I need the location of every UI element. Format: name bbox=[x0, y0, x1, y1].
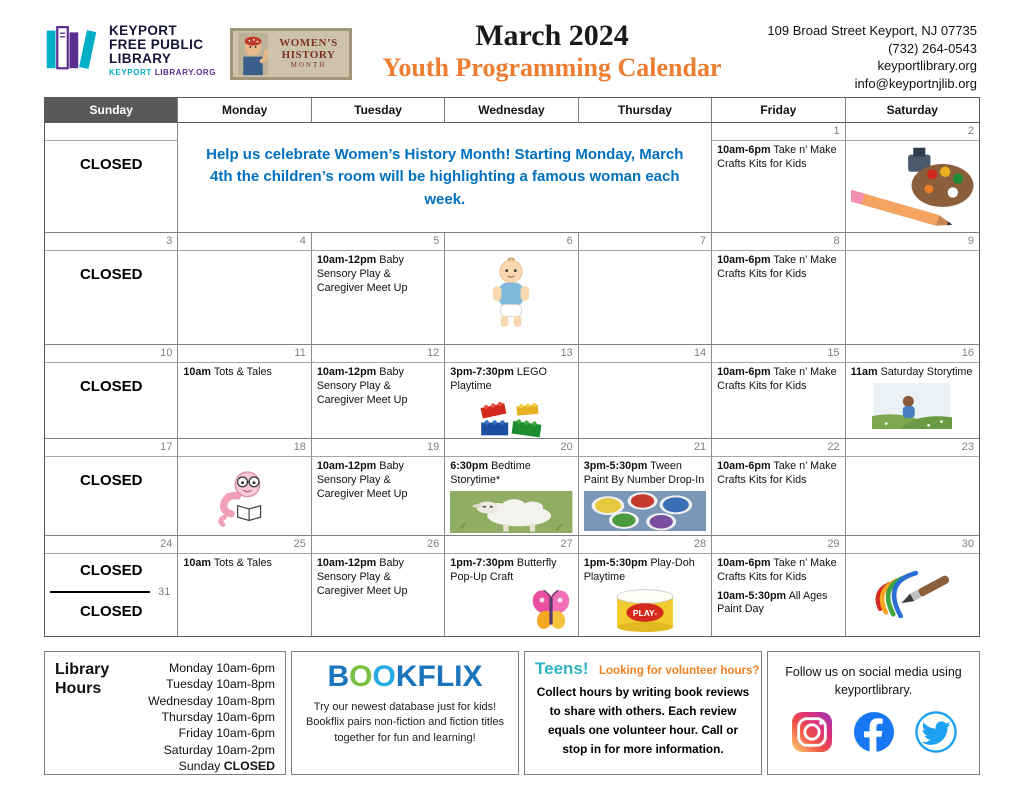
cell-event-take-make-paint-day bbox=[712, 554, 845, 636]
event-tots-tales: 10am Tots & Tales bbox=[183, 366, 272, 378]
closed-label: CLOSED bbox=[79, 378, 143, 395]
day-header-monday: Monday bbox=[178, 98, 311, 123]
closed-label: CLOSED bbox=[79, 156, 143, 173]
cell-event-baby-sensory bbox=[312, 554, 445, 636]
date-number: 30 bbox=[846, 536, 979, 554]
day-header-tuesday: Tuesday bbox=[312, 98, 445, 123]
teens-subtitle: Looking for volunteer hours? bbox=[599, 665, 760, 677]
contact-email: info@keyportnjlib.org bbox=[854, 75, 977, 91]
date-number: 16 bbox=[846, 345, 979, 363]
event-take-make: 10am-6pm Take n’ Make Crafts Kits for Kids bbox=[717, 254, 837, 280]
event-lego-playtime: 3pm-7:30pm LEGO Playtime bbox=[450, 366, 547, 392]
cell-closed-split-31 bbox=[45, 554, 178, 636]
cell-baby-image bbox=[445, 251, 578, 345]
cell-event-take-make bbox=[712, 141, 845, 233]
contact-website: keyportlibrary.org bbox=[877, 58, 977, 74]
svg-text:PLAY-: PLAY- bbox=[632, 607, 657, 618]
page-title: March 2024 bbox=[475, 19, 629, 52]
library-hours-list bbox=[125, 660, 275, 774]
week-row-2 bbox=[45, 233, 979, 345]
cell-empty bbox=[846, 251, 979, 345]
social-text: Follow us on social media using keyportlibrary. bbox=[785, 665, 962, 697]
paintbrush-icon bbox=[868, 560, 956, 618]
event-bedtime-storytime: 6:30pm Bedtime Storytime* bbox=[450, 460, 531, 486]
cell-empty bbox=[178, 251, 311, 345]
cell-event-take-make bbox=[712, 251, 845, 345]
event-take-make: 10am-6pm Take n’ Make Crafts Kits for Kids bbox=[717, 460, 837, 486]
hours-wednesday: Wednesday 10am-8pm bbox=[148, 693, 275, 708]
date-divider bbox=[50, 585, 170, 599]
week-row-3 bbox=[45, 345, 979, 439]
week-row-1 bbox=[45, 123, 979, 233]
cell-event-baby-sensory bbox=[312, 251, 445, 345]
date-number: 22 bbox=[712, 439, 845, 457]
hours-thursday: Thursday 10am-6pm bbox=[161, 710, 275, 725]
cell-event-take-make bbox=[712, 363, 845, 439]
closed-label: CLOSED bbox=[79, 472, 143, 489]
event-baby-sensory: 10am-12pm Baby Sensory Play & Caregiver Meet Up bbox=[316, 460, 408, 500]
facebook-icon bbox=[853, 711, 895, 753]
date-number: 17 bbox=[45, 439, 178, 457]
day-header-sunday: Sunday bbox=[45, 98, 178, 123]
event-butterfly-craft: 1pm-7:30pm Butterfly Pop-Up Craft bbox=[450, 557, 557, 583]
page-header bbox=[0, 0, 1024, 97]
cell-event-baby-sensory bbox=[312, 457, 445, 536]
date-number: 28 bbox=[579, 536, 712, 554]
storytime-kid-icon bbox=[872, 383, 952, 429]
instagram-icon bbox=[791, 711, 833, 753]
cell-closed bbox=[45, 363, 178, 439]
date-number: 13 bbox=[445, 345, 578, 363]
cell-art-supplies bbox=[846, 141, 979, 233]
event-playdoh: 1pm-5:30pm Play-Doh Playtime bbox=[583, 557, 695, 583]
contact-phone: (732) 264-0543 bbox=[888, 40, 977, 56]
cell-event-bedtime-storytime bbox=[445, 457, 578, 536]
cell-event-tween-paint bbox=[579, 457, 712, 536]
library-url bbox=[109, 69, 216, 77]
date-number: 29 bbox=[712, 536, 845, 554]
date-number: 19 bbox=[312, 439, 445, 457]
day-header-wednesday: Wednesday bbox=[445, 98, 578, 123]
library-name-line1: KEYPORT bbox=[109, 23, 178, 38]
bookworm-icon bbox=[213, 463, 277, 527]
day-header-thursday: Thursday bbox=[579, 98, 712, 123]
date-number: 9 bbox=[846, 233, 979, 251]
day-header-saturday: Saturday bbox=[846, 98, 979, 123]
cell-event-take-make bbox=[712, 457, 845, 536]
hours-sunday: Sunday CLOSED bbox=[178, 759, 275, 774]
date-number: 20 bbox=[445, 439, 578, 457]
bookflix-box bbox=[291, 651, 519, 775]
closed-label: CLOSED bbox=[79, 603, 143, 621]
hours-friday: Friday 10am-6pm bbox=[178, 726, 275, 741]
teens-box bbox=[524, 651, 762, 775]
whm-line2: HISTORY bbox=[281, 48, 336, 61]
event-tween-paint: 3pm-5:30pm Tween Paint By Number Drop-In bbox=[583, 460, 705, 486]
library-hours-title: Library Hours bbox=[55, 661, 110, 698]
bookflix-description: Try our newest database just for kids! Bookflix pairs non-fiction and fiction titles together for fun and learning! bbox=[305, 701, 505, 744]
cell-event-lego bbox=[445, 363, 578, 439]
date-number: 6 bbox=[445, 233, 578, 251]
cell-event-saturday-storytime bbox=[846, 363, 979, 439]
playdoh-tub-icon bbox=[611, 588, 679, 632]
date-number bbox=[45, 123, 178, 141]
cell-empty bbox=[846, 457, 979, 536]
hours-monday: Monday 10am-6pm bbox=[169, 661, 275, 675]
library-logo bbox=[45, 24, 216, 77]
date-number-31: 31 bbox=[158, 586, 171, 599]
footer bbox=[44, 651, 980, 775]
cell-empty bbox=[579, 363, 712, 439]
art-supplies-icon bbox=[851, 146, 979, 232]
cell-event-tots-tales bbox=[178, 363, 311, 439]
date-number: 1 bbox=[712, 123, 845, 141]
announcement-womens-history: Help us celebrate Women’s History Month! Starting Monday, March 4th the children’s room will be highlighting a famous woman each week. bbox=[178, 123, 712, 233]
hours-saturday: Saturday 10am-2pm bbox=[163, 742, 275, 757]
event-take-make: 10am-6pm Take n’ Make Crafts Kits for Kids bbox=[717, 366, 837, 392]
teens-title: Teens! bbox=[535, 659, 589, 678]
date-number: 26 bbox=[312, 536, 445, 554]
day-header-row bbox=[45, 98, 979, 123]
closed-label: CLOSED bbox=[79, 562, 143, 579]
womens-history-month-badge bbox=[230, 28, 352, 80]
books-icon bbox=[45, 24, 101, 74]
date-number: 11 bbox=[178, 345, 311, 363]
date-number: 27 bbox=[445, 536, 578, 554]
week-row-5 bbox=[45, 536, 979, 636]
butterfly-icon bbox=[529, 587, 573, 633]
cell-closed bbox=[45, 457, 178, 536]
cell-closed bbox=[45, 141, 178, 233]
cell-closed bbox=[45, 251, 178, 345]
cell-event-tots-tales bbox=[178, 554, 311, 636]
bookflix-logo: BOOKFLIX bbox=[327, 660, 483, 693]
contact-info bbox=[767, 22, 977, 92]
whm-line3: MONTH bbox=[290, 61, 327, 70]
day-header-friday: Friday bbox=[712, 98, 845, 123]
closed-label: CLOSED bbox=[79, 266, 143, 283]
hours-tuesday: Tuesday 10am-8pm bbox=[166, 677, 275, 692]
event-baby-sensory: 10am-12pm Baby Sensory Play & Caregiver Meet Up bbox=[316, 557, 408, 597]
date-number: 23 bbox=[846, 439, 979, 457]
twitter-icon bbox=[915, 711, 957, 753]
date-number: 7 bbox=[579, 233, 712, 251]
baby-icon bbox=[485, 257, 537, 331]
library-name-line3: LIBRARY bbox=[109, 51, 172, 67]
event-tots-tales: 10am Tots & Tales bbox=[183, 557, 272, 569]
event-saturday-storytime: 11am Saturday Storytime bbox=[850, 366, 973, 378]
date-number: 10 bbox=[45, 345, 178, 363]
paint-pots-icon bbox=[584, 491, 706, 531]
whm-line1: WOMEN’S bbox=[279, 37, 338, 50]
event-take-make: 10am-6pm Take n’ Make Crafts Kits for Kids bbox=[717, 557, 837, 583]
event-all-ages-paint: 10am-5:30pm All Ages Paint Day bbox=[717, 589, 828, 616]
library-name-line2: FREE PUBLIC bbox=[109, 37, 204, 53]
teens-body: Collect hours by writing book reviews to share with others. Each review equals one volunteer hour. Call or stop in for more information. bbox=[536, 685, 750, 756]
cell-event-playdoh bbox=[579, 554, 712, 636]
library-hours-box bbox=[44, 651, 286, 775]
date-number: 25 bbox=[178, 536, 311, 554]
library-url-part1: KEYPORT bbox=[109, 68, 152, 78]
week-row-4 bbox=[45, 439, 979, 536]
event-baby-sensory: 10am-12pm Baby Sensory Play & Caregiver Meet Up bbox=[316, 366, 408, 406]
library-url-part2: LIBRARY.ORG bbox=[154, 68, 217, 78]
event-take-make: 10am-6pm Take n’ Make Crafts Kits for Kids bbox=[717, 144, 837, 170]
date-number: 8 bbox=[712, 233, 845, 251]
date-number: 21 bbox=[579, 439, 712, 457]
date-number: 14 bbox=[579, 345, 712, 363]
date-number: 2 bbox=[846, 123, 979, 141]
page-subtitle: Youth Programming Calendar bbox=[382, 52, 722, 82]
cell-paintbrush-image bbox=[846, 554, 979, 636]
calendar-grid bbox=[44, 97, 980, 637]
date-number: 18 bbox=[178, 439, 311, 457]
date-number: 24 bbox=[45, 536, 178, 554]
social-box bbox=[767, 651, 980, 775]
lego-bricks-icon bbox=[466, 397, 556, 439]
lamb-icon bbox=[450, 491, 572, 533]
rosie-riveter-icon bbox=[238, 32, 268, 76]
date-number: 15 bbox=[712, 345, 845, 363]
cell-event-baby-sensory bbox=[312, 363, 445, 439]
date-number: 3 bbox=[45, 233, 178, 251]
social-icons bbox=[776, 711, 971, 753]
date-number: 4 bbox=[178, 233, 311, 251]
date-number: 5 bbox=[312, 233, 445, 251]
event-baby-sensory: 10am-12pm Baby Sensory Play & Caregiver Meet Up bbox=[316, 254, 408, 294]
date-number: 12 bbox=[312, 345, 445, 363]
cell-bookworm-image bbox=[178, 457, 311, 536]
cell-empty bbox=[579, 251, 712, 345]
contact-address: 109 Broad Street Keyport, NJ 07735 bbox=[767, 23, 977, 38]
cell-event-butterfly bbox=[445, 554, 578, 636]
